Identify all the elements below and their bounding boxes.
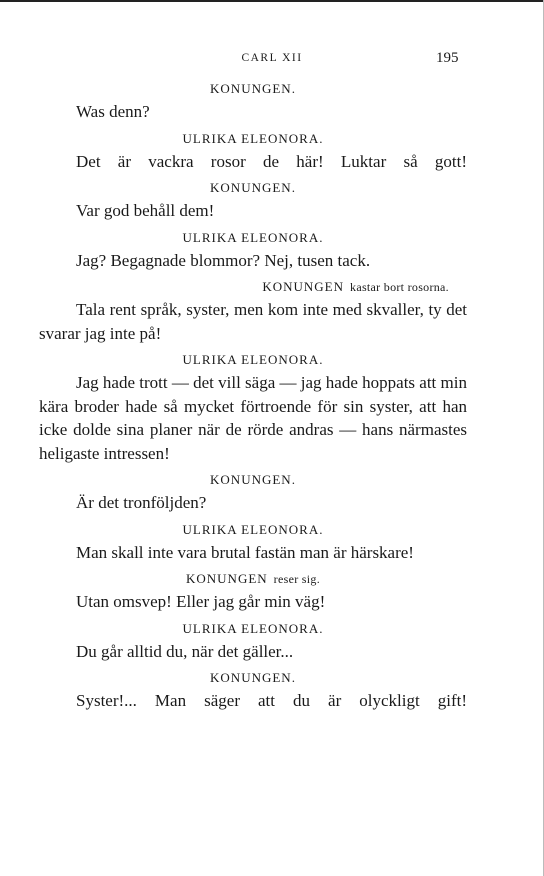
stage-direction: reser sig. (273, 572, 320, 586)
speaker-name: ULRIKA ELEONORA. (182, 521, 324, 537)
page-top-border (0, 0, 544, 2)
page-header (0, 50, 544, 70)
dialogue-line: Utan omsvep! Eller jag går min väg! (76, 592, 326, 611)
speaker-name: ULRIKA ELEONORA. (182, 352, 324, 367)
running-head: CARL XII (241, 52, 303, 64)
speaker-with-direction (39, 278, 467, 296)
dialogue-line: Det är vackra rosor de här! Luktar så gott! (76, 151, 467, 171)
speaker-name: KONUNGEN (262, 279, 345, 294)
dialogue-line: Was denn? (76, 102, 150, 121)
dialogue-line: Är det tronföljden? (76, 493, 207, 512)
dialogue-line: Man skall inte vara brutal fastän man är härskare! (76, 542, 414, 562)
dialogue-line: Var god behåll dem! (76, 201, 215, 220)
play-text (39, 74, 467, 713)
speaker-name: ULRIKA ELEONORA. (182, 229, 324, 245)
dialogue-line: Syster!... Man säger att du är olyckligt gift! (76, 691, 467, 710)
speaker-name: ULRIKA ELEONORA. (182, 620, 324, 636)
dialogue-line: Jag hade trott — det vill säga — jag hade hoppats att min kära broder hade så mycket förtroende för sin syster, att han icke dolde sina planer när de rörde andras — hans närmastes heligaste intressen! (39, 373, 467, 463)
dialogue-line: Du går alltid du, när det gäller... (76, 641, 294, 661)
page-number: 195 (436, 50, 459, 66)
speaker-name: KONUNGEN. (210, 81, 296, 96)
dialogue-line: Jag? Begagnade blommor? Nej, tusen tack. (76, 250, 371, 270)
speaker-name: KONUNGEN. (210, 472, 296, 487)
dialogue-line: Tala rent språk, syster, men kom inte med skvaller, ty det svarar jag inte på! (39, 300, 467, 343)
speaker-name: KONUNGEN. (210, 180, 296, 195)
speaker-name: ULRIKA ELEONORA. (182, 130, 324, 146)
stage-direction: kastar bort rosorna. (350, 280, 449, 294)
speaker-with-direction (39, 570, 467, 588)
speaker-name: KONUNGEN (186, 571, 268, 586)
speaker-name: KONUNGEN. (210, 670, 296, 685)
